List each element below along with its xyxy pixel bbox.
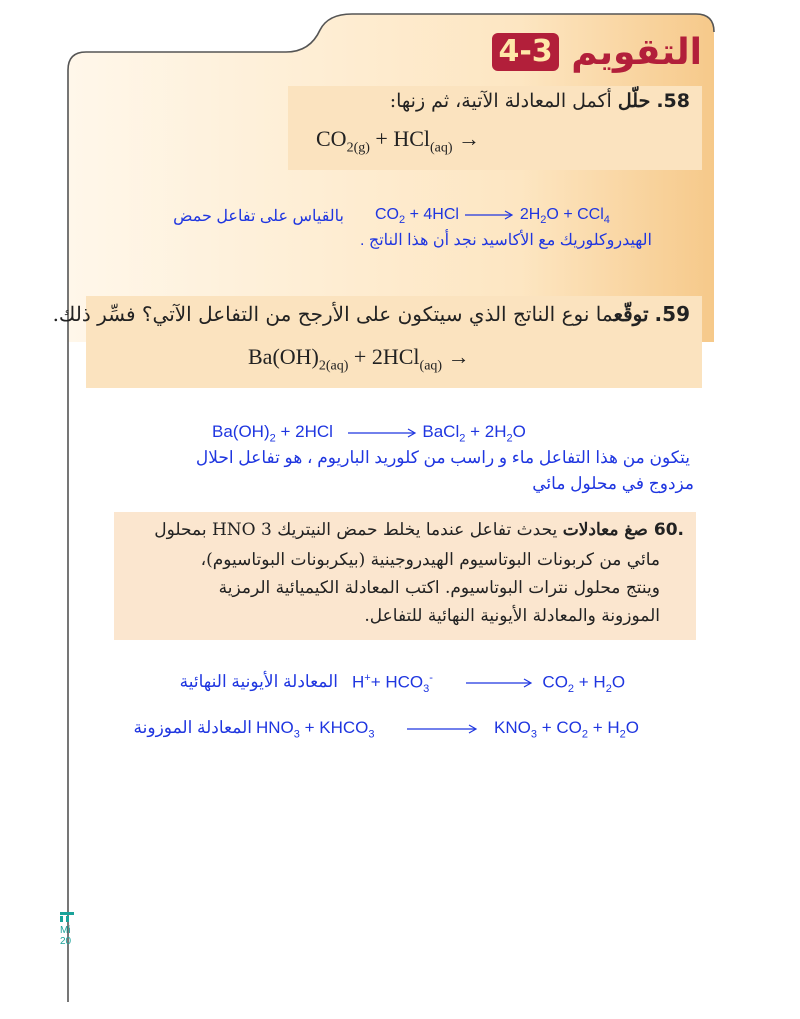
question-59-prompt xyxy=(53,302,690,326)
answer-59-line-2: مزدوج في محلول مائي xyxy=(532,474,694,493)
question-58-number: 58. xyxy=(656,90,690,112)
question-59-number: 59. xyxy=(654,302,690,326)
question-60-line-4: الموزونة والمعادلة الأيونية النهائية للتفاعل. xyxy=(364,606,660,626)
reaction-arrow-icon xyxy=(438,678,538,688)
question-59-text: ما نوع الناتج الذي سيتكون على الأرجح من التفاعل الآتي؟ فسِّر ذلك. xyxy=(52,302,614,326)
answer-59-equation: $Ba(OH)_2 + 2HCl$ BaCl$_2$ + $2H_2O$ xyxy=(212,422,526,445)
question-58-prompt xyxy=(390,90,690,112)
answer-60-balanced-label: المعادلة الموزونة xyxy=(133,718,252,737)
section-title-text: التقويم xyxy=(571,31,702,73)
answer-58-explanation: الهيدروكلوريك مع الأكاسيد نجد أن هذا الناتج . xyxy=(359,232,652,249)
section-number-badge: 4-3 xyxy=(492,33,558,71)
reaction-arrow-icon xyxy=(379,724,489,734)
answer-60-ionic-equation: $H^++ HCO_3^-$ $CO_2 + H_2O$ xyxy=(352,672,626,696)
reaction-arrow-icon xyxy=(338,428,418,438)
question-60-number: .60 xyxy=(653,520,684,540)
question-58-box xyxy=(288,86,702,170)
question-60-line-1 xyxy=(154,520,684,540)
logo-line-2: 20 xyxy=(60,936,72,947)
publisher-logo xyxy=(60,910,76,947)
question-59-keyword: توقّع xyxy=(613,302,649,326)
answer-58-prefix: بالقياس على تفاعل حمض xyxy=(173,208,344,225)
question-60-line-2: مائي من كربونات البوتاسيوم الهيدروجينية (بيكربونات البوتاسيوم)، xyxy=(200,550,660,570)
question-60-line-3: وينتج محلول نترات البوتاسيوم. اكتب المعادلة الكيميائية الرمزية xyxy=(218,578,660,598)
question-60-box xyxy=(114,512,696,640)
question-59-box xyxy=(52,296,702,388)
question-60-text-1: يحدث تفاعل عندما يخلط حمض النيتريك HNO 3 بمحلول xyxy=(154,520,558,540)
question-58-keyword: حلّل xyxy=(617,90,651,112)
section-title xyxy=(497,30,702,76)
question-58-text: أكمل المعادلة الآتية، ثم زنها: xyxy=(389,90,612,112)
answer-58-equation: $CO_2 + 4HCl$ $2H_2O + CCl_4$ xyxy=(375,206,610,227)
question-58-equation: $CO_{2(g)} + HCl_{(aq)}$ → xyxy=(316,126,481,156)
answer-60-ionic-label: المعادلة الأيونية النهائية xyxy=(179,672,338,691)
question-60-keyword: صغ معادلات xyxy=(562,520,648,540)
logo-icon xyxy=(60,910,76,922)
logo-line-1: Mi xyxy=(60,925,71,936)
reaction-arrow-icon xyxy=(463,210,515,220)
question-59-equation: $Ba(OH)_{2(aq)} + 2HCl_{(aq)}$ → xyxy=(248,344,470,374)
answer-60-balanced-equation: $HNO_3$ + $KHCO_3$ $KNO_3 + CO_2 + H_2O$ xyxy=(256,718,640,741)
answer-59-line-1: يتكون من هذا التفاعل ماء و راسب من كلوريد الباريوم ، هو تفاعل احلال xyxy=(195,448,690,467)
